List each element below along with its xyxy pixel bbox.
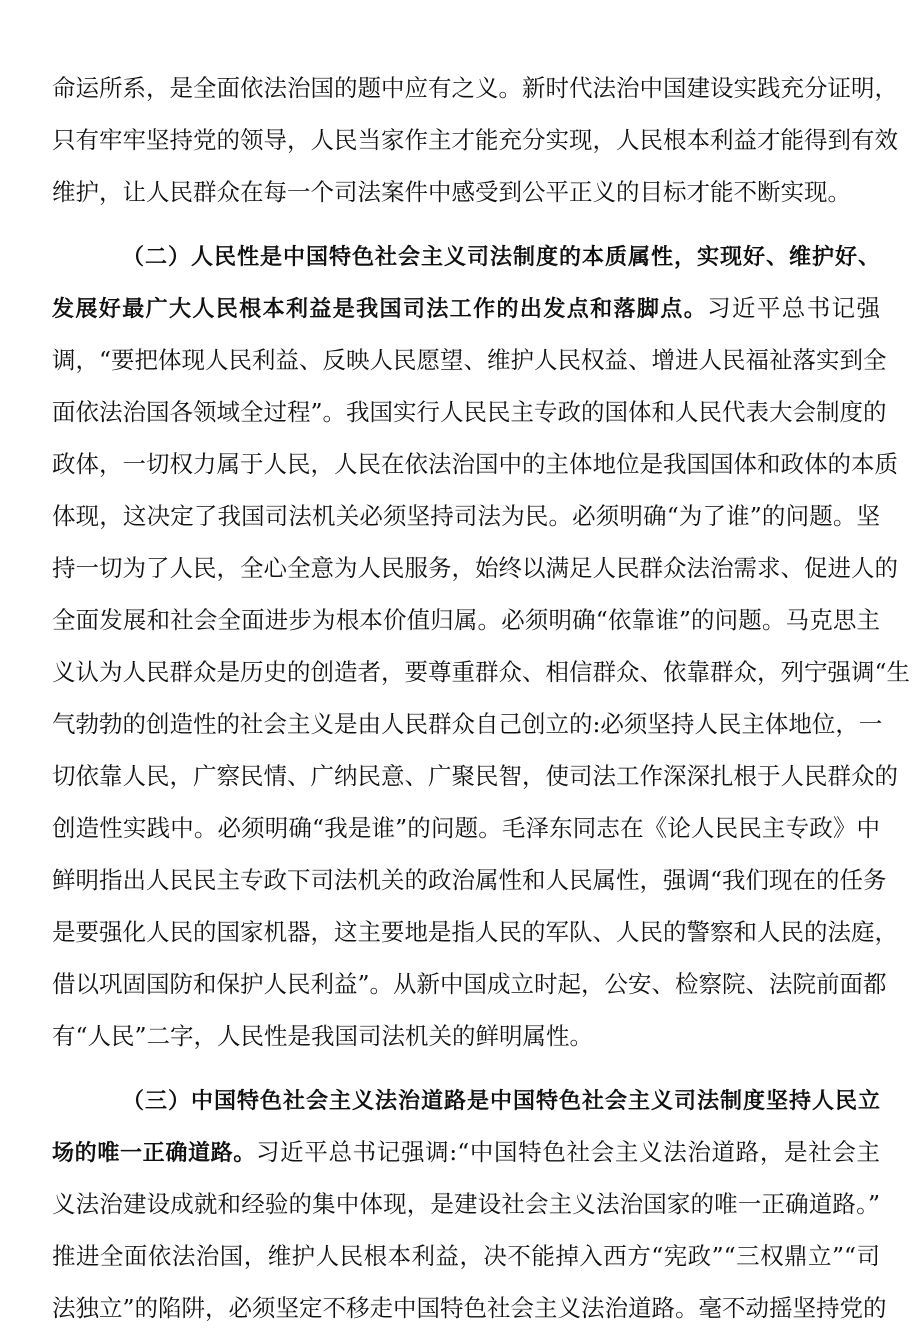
section-heading-2-cont: 发展好最广大人民根本利益是我国司法工作的出发点和落脚点。: [52, 297, 708, 322]
text-run: 习近平总书记强调:“中国特色社会主义法治道路，是社会主: [255, 1138, 880, 1166]
text-line: 全面发展和社会全面进步为根本价值归属。必须明确“依靠谁”的问题。马克思主: [52, 606, 880, 634]
text-line: [52, 282, 880, 334]
text-line: 体现，这决定了我国司法机关必须坚持司法为民。必须明确“为了谁”的问题。坚: [52, 502, 880, 530]
paragraph-2: [52, 230, 911, 1062]
text-line: 政体，一切权力属于人民，人民在依法治国中的主体地位是我国国体和政体的本质: [52, 450, 898, 478]
text-line: 推进全面依法治国，维护人民根本利益，决不能掉入西方“宪政”“三权鼎立”“司: [52, 1242, 880, 1270]
text-line: 法独立”的陷阱，必须坚定不移走中国特色社会主义法治道路。毫不动摇坚持党的: [52, 1294, 887, 1322]
text-line: 鲜明指出人民民主专政下司法机关的政治属性和人民属性，强调“我们现在的任务: [52, 866, 887, 894]
text-line: 义法治建设成就和经验的集中体现，是建设社会主义法治国家的唯一正确道路。”: [52, 1190, 880, 1218]
text-line: [52, 1074, 880, 1126]
text-line: 创造性实践中。必须明确“我是谁”的问题。毛泽东同志在《论人民民主专政》中: [52, 814, 880, 842]
section-heading-3: （三）中国特色社会主义法治道路是中国特色社会主义司法制度坚持人民立: [122, 1089, 880, 1114]
text-line: [52, 230, 880, 282]
text-run: 习近平总书记强: [707, 294, 880, 322]
text-line: 是要强化人民的国家机器，这主要地是指人民的军队、人民的警察和人民的法庭，: [52, 918, 898, 946]
text-line: 气勃勃的创造性的社会主义是由人民群众自己创立的:必须坚持人民主体地位，一: [52, 710, 883, 738]
text-line: 维护，让人民群众在每一个司法案件中感受到公平正义的目标才能不断实现。: [52, 178, 851, 206]
section-heading-2: （二）人民性是中国特色社会主义司法制度的本质属性，实现好、维护好、: [122, 245, 880, 270]
text-line: 持一切为了人民，全心全意为人民服务，始终以满足人民群众法治需求、促进人的: [52, 554, 898, 582]
text-line: 义认为人民群众是历史的创造者，要尊重群众、相信群众、依靠群众，列宁强调“生: [52, 658, 911, 686]
paragraph-3: [52, 1074, 887, 1334]
paragraph-1: [52, 62, 898, 218]
text-line: 借以巩固国防和保护人民利益”。从新中国成立时起，公安、检察院、法院前面都: [52, 970, 887, 998]
text-line: 有“人民”二字，人民性是我国司法机关的鲜明属性。: [52, 1022, 594, 1050]
section-heading-3-cont: 场的唯一正确道路。: [52, 1141, 256, 1166]
text-line: 面依法治国各领域全过程”。我国实行人民民主专政的国体和人民代表大会制度的: [52, 398, 887, 426]
text-line: 只有牢牢坚持党的领导，人民当家作主才能充分实现，人民根本利益才能得到有效: [52, 126, 898, 154]
text-line: 调，“要把体现人民利益、反映人民愿望、维护人民权益、增进人民福祉落实到全: [52, 346, 887, 374]
text-line: 切依靠人民，广察民情、广纳民意、广聚民智，使司法工作深深扎根于人民群众的: [52, 762, 898, 790]
text-line: [52, 1126, 880, 1178]
text-line: 命运所系，是全面依法治国的题中应有之义。新时代法治中国建设实践充分证明，: [52, 74, 898, 102]
